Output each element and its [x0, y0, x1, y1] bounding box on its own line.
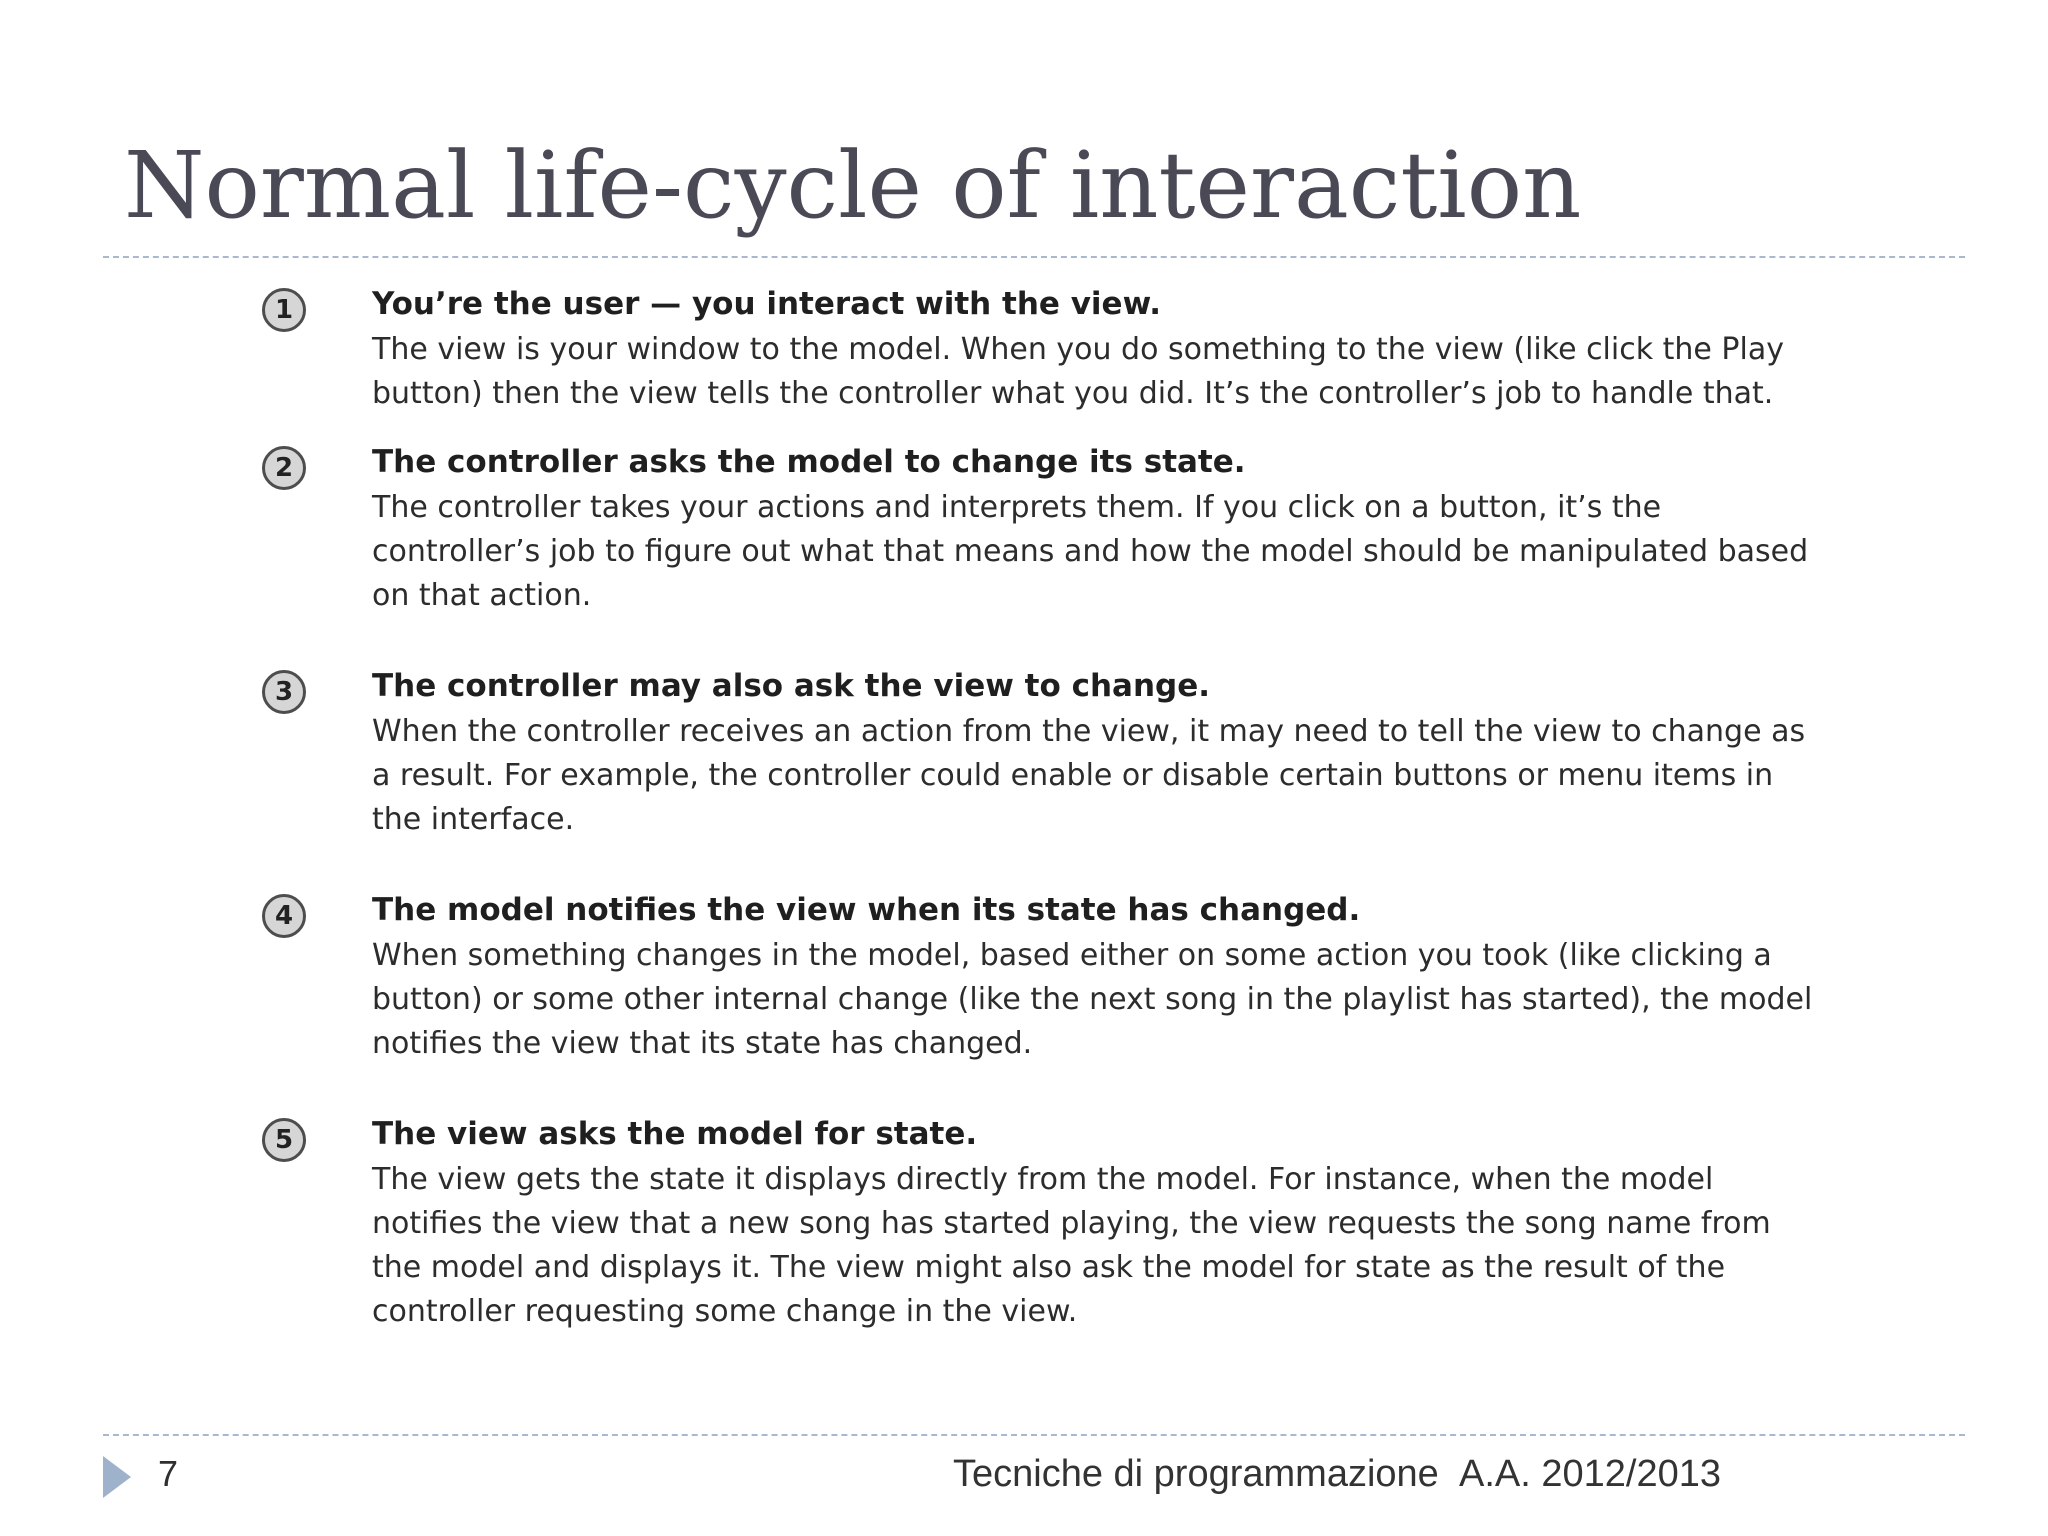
step-heading: The model notifies the view when its state has changed.	[372, 892, 1361, 928]
step-heading: You’re the user — you interact with the view.	[372, 286, 1162, 322]
title-divider	[103, 256, 1965, 258]
step-item	[262, 1112, 1822, 1334]
step-description: When something changes in the model, based either on some action you took (like clicking a button) or some other internal change (like the next song in the playlist has started), the model notifies the view that its state has changed.	[372, 938, 1813, 1061]
step-heading: The view asks the model for state.	[372, 1116, 978, 1152]
step-description: The controller takes your actions and interprets them. If you click on a button, it’s the controller’s job to figure out what that means and how the model should be manipulated based on that action.	[372, 490, 1809, 613]
footer-arrow-icon	[103, 1456, 131, 1498]
step-number-badge: 2	[262, 446, 306, 490]
step-number-badge: 1	[262, 288, 306, 332]
slide-title: Normal life-cycle of interaction	[124, 132, 1582, 239]
step-item	[262, 664, 1822, 842]
step-item	[262, 440, 1822, 618]
footer-academic-year: A.A. 2012/2013	[1459, 1453, 1721, 1495]
step-item	[262, 888, 1822, 1066]
footer-course-name: Tecniche di programmazione	[953, 1453, 1439, 1495]
step-number-badge: 3	[262, 670, 306, 714]
step-item	[262, 282, 1822, 416]
step-heading: The controller may also ask the view to change.	[372, 668, 1210, 704]
step-number-badge: 5	[262, 1118, 306, 1162]
step-description: When the controller receives an action from the view, it may need to tell the view to change as a result. For example, the controller could enable or disable certain buttons or menu items in the interface.	[372, 714, 1806, 837]
interaction-steps-list	[262, 282, 1822, 1334]
footer-divider	[103, 1434, 1965, 1436]
step-number-badge: 4	[262, 894, 306, 938]
step-description: The view gets the state it displays directly from the model. For instance, when the model notifies the view that a new song has started playing, the view requests the song name from the model and displays it. The view might also ask the model for state as the result of the controller requesting some change in the view.	[372, 1162, 1771, 1329]
page-number: 7	[158, 1453, 179, 1494]
step-heading: The controller asks the model to change its state.	[372, 444, 1246, 480]
step-description: The view is your window to the model. When you do something to the view (like click the Play button) then the view tells the controller what you did. It’s the controller’s job to handle that.	[372, 332, 1784, 411]
